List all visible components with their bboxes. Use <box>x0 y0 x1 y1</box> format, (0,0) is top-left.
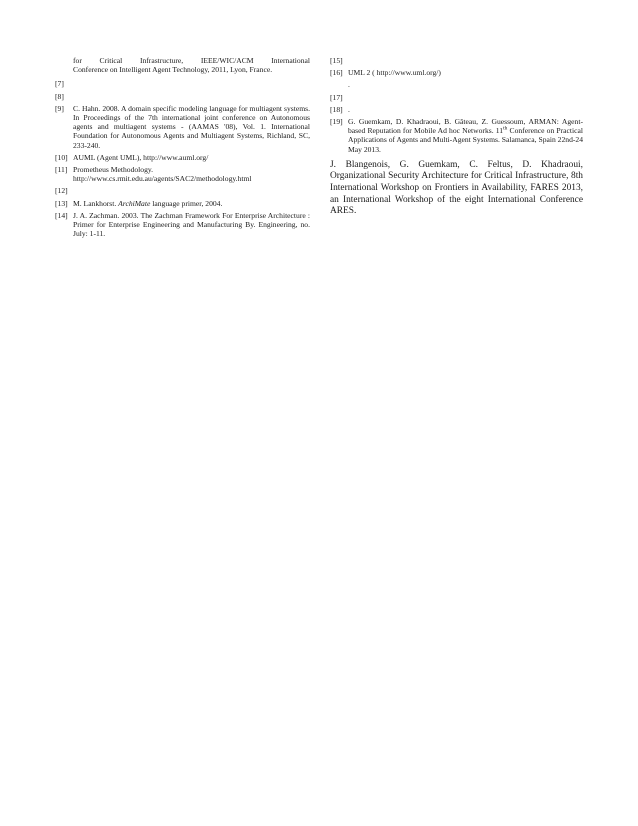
reference-number: [17] <box>330 92 343 102</box>
reference-item-9 <box>55 104 310 150</box>
citation-paragraph-rest: Organizational Security Architecture for Critical Infrastructure, 8th International Workshop on Frontiers in Availability, FARES 2013, an International Workshop of the eight International Conference ARES. <box>330 171 583 217</box>
citation-paragraph <box>330 160 583 218</box>
reference-number: [9] <box>55 103 64 113</box>
reference-item-8 <box>55 92 310 101</box>
reference-text <box>73 165 310 183</box>
reference-item-7 <box>55 79 310 88</box>
reference-text: UML 2 ( http://www.uml.org/) <box>348 68 441 78</box>
reference-text-pre: G. Guemkam, D. Khadraoui, B. Gâteau, Z. Guessoum, ARMAN: Agent-based Reputation for Mobile Ad hoc Networks. 11 <box>348 116 583 136</box>
reference-url: http://www.cs.rmit.edu.au/agents/SAC2/methodology.html <box>73 174 252 184</box>
reference-number: [7] <box>55 79 64 89</box>
reference-italic-title: ArchiMate <box>118 198 151 208</box>
reference-item-11 <box>55 165 310 183</box>
reference-item-10 <box>55 153 310 162</box>
reference-number: [12] <box>55 186 68 196</box>
reference-item-18 <box>330 105 583 114</box>
left-column <box>55 56 310 241</box>
stray-period: . <box>348 80 350 90</box>
reference-item-15 <box>330 56 583 65</box>
reference-text <box>73 199 310 208</box>
reference-number: [18] <box>330 104 343 114</box>
reference-continuation <box>55 56 310 74</box>
reference-text: . <box>348 104 350 114</box>
right-column <box>330 56 583 218</box>
reference-number: [19] <box>330 116 343 126</box>
reference-text: C. Hahn. 2008. A domain specific modeling language for multiagent systems. In Proceedings of the 7th international joint conference on Autonomous agents and multiagent systems - (AAMAS '08), Vol. 1. International Foundation for Autonomous Agents and Multiagent Systems, Richland, SC, 233-240. <box>73 103 310 150</box>
reference-item-19 <box>330 117 583 154</box>
continuation-line-1: for Critical Infrastructure, IEEE/WIC/ACM International <box>73 56 310 65</box>
citation-paragraph-line-1: J. Blangenois, G. Guemkam, C. Feltus, D. Khadraoui, <box>330 159 583 170</box>
reference-text-post: language primer, 2004. <box>150 198 223 208</box>
reference-number: [14] <box>55 210 68 220</box>
reference-item-16 <box>330 68 583 77</box>
reference-text-line-1: Prometheus Methodology. <box>73 165 154 174</box>
reference-text <box>348 117 583 154</box>
reference-number: [10] <box>55 152 68 162</box>
reference-number: [8] <box>55 91 64 101</box>
reference-item-12 <box>55 186 310 195</box>
reference-text-post: Conference on Practical Applications of Agents and Multi-Agent Systems. Salamanca, Spain 22nd-24 May 2013. <box>348 126 583 154</box>
reference-text-pre: M. Lankhorst. <box>73 198 119 208</box>
reference-item-14 <box>55 211 310 239</box>
reference-number: [11] <box>55 165 68 174</box>
continuation-line-2: Conference on Intelligent Agent Technology, 2011, Lyon, France. <box>73 65 273 75</box>
reference-text: J. A. Zachman. 2003. The Zachman Framework For Enterprise Architecture : Primer for Enterprise Engineering and Manufacturing By. Engineering, no. July: 1-11. <box>73 210 310 239</box>
reference-number: [15] <box>330 56 343 65</box>
reference-number: [16] <box>330 68 343 78</box>
reference-item-13 <box>55 199 310 208</box>
reference-item-17 <box>330 93 583 102</box>
ordinal-superscript: th <box>503 125 508 132</box>
reference-text: AUML (Agent UML), http://www.auml.org/ <box>73 152 209 162</box>
reference-number: [13] <box>55 198 68 208</box>
